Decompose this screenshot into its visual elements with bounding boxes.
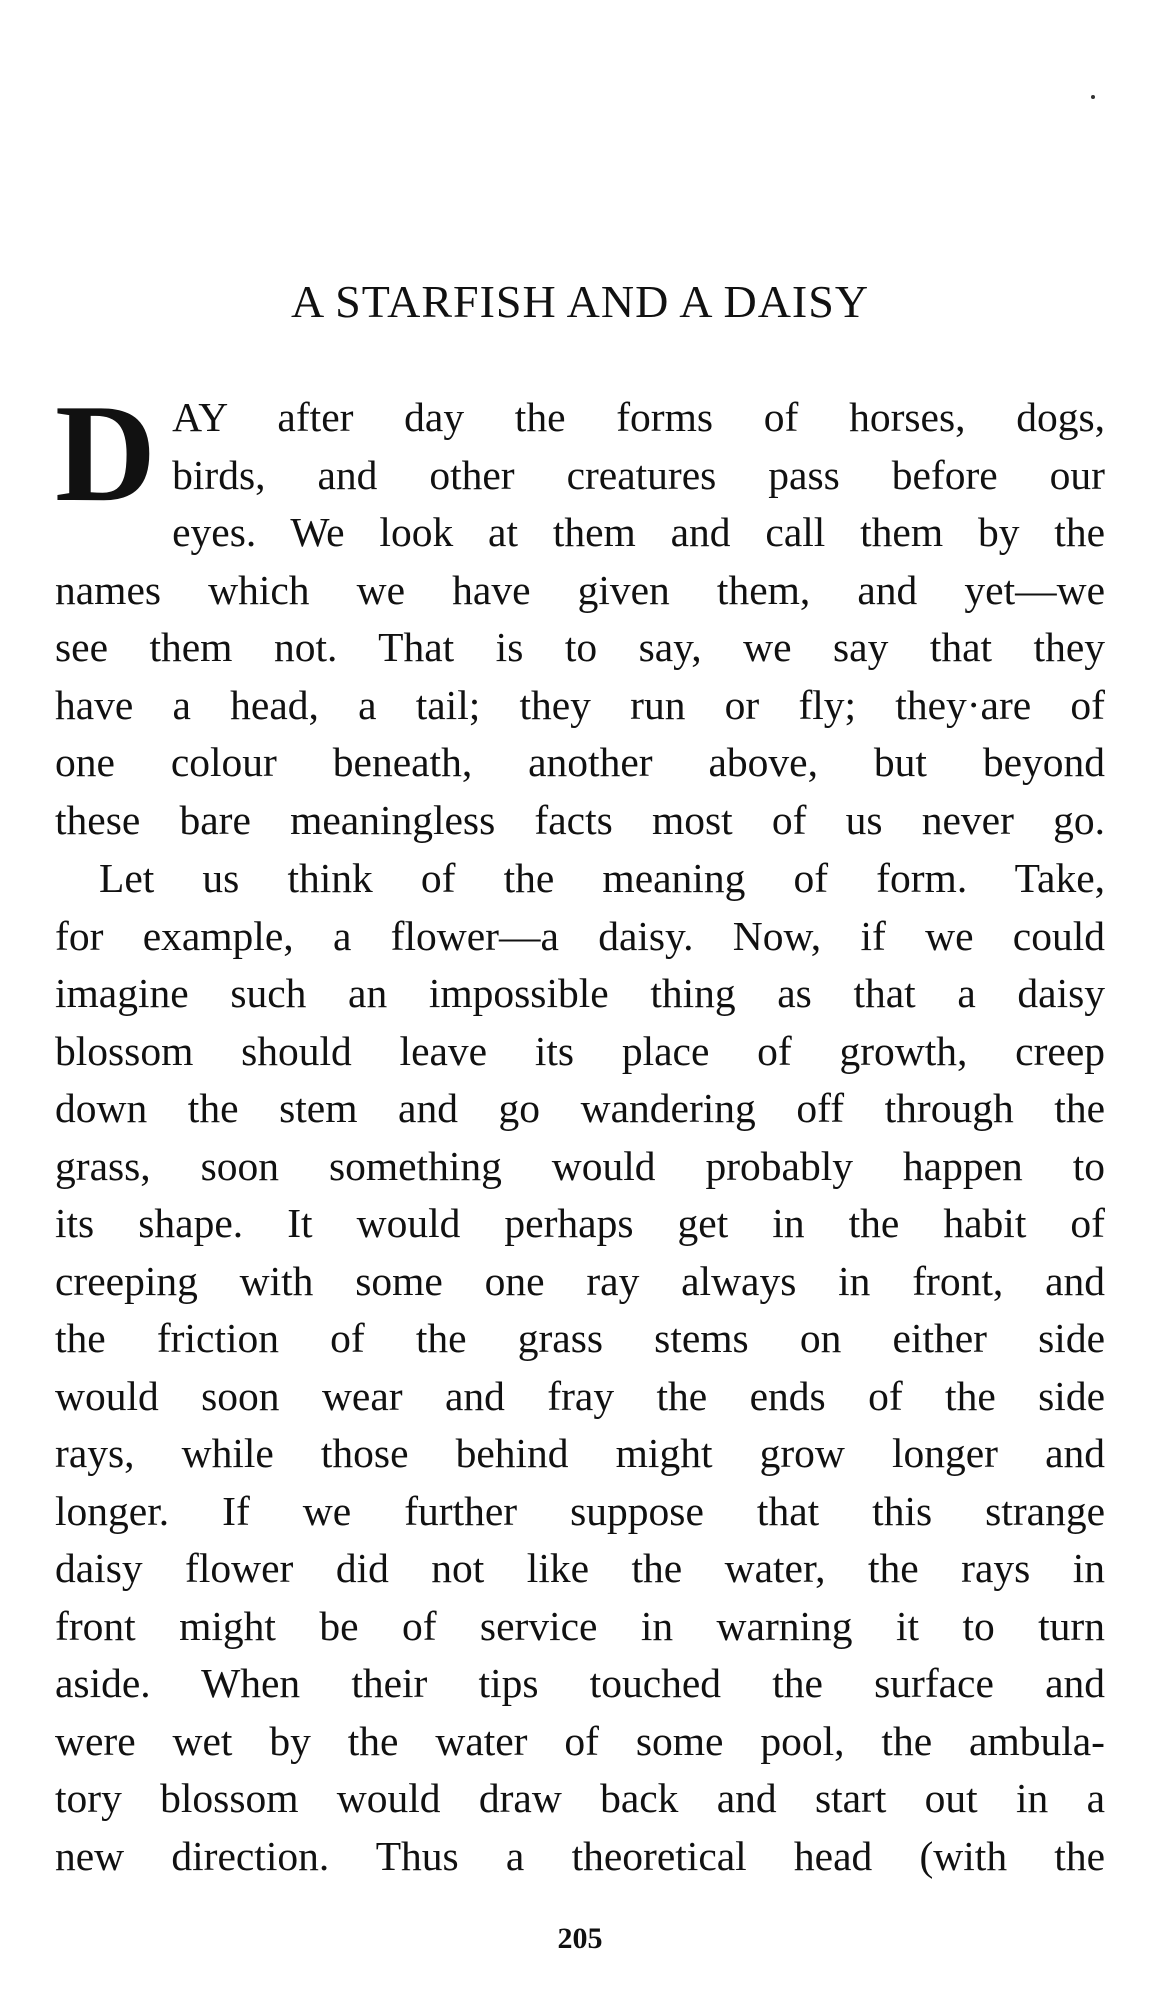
- text-line: names which we have given them, and yet—we: [55, 566, 1105, 613]
- text-line: down the stem and go wandering off through the: [55, 1085, 1105, 1131]
- text-line: grass, soon something would probably happen to: [55, 1142, 1105, 1189]
- text-line: creeping with some one ray always in front, and: [55, 1257, 1105, 1304]
- text-line: these bare meaningless facts most of us never go.: [55, 796, 1105, 843]
- text-line: tory blossom would draw back and start out in a: [55, 1775, 1105, 1821]
- text-line: have a head, a tail; they run or fly; they·are of: [55, 681, 1105, 728]
- paragraph-1: [55, 376, 1105, 849]
- text-line: rays, while those behind might grow longer and: [55, 1430, 1105, 1476]
- text-line: birds, and other creatures pass before our: [172, 451, 1105, 498]
- drop-cap: D: [55, 376, 157, 531]
- text-line: were wet by the water of some pool, the ambula-: [55, 1717, 1105, 1764]
- text-line: for example, a flower—a daisy. Now, if we could: [55, 912, 1105, 959]
- text-line: one colour beneath, another above, but beyond: [55, 739, 1105, 785]
- text-line: imagine such an impossible thing as that a daisy: [55, 970, 1105, 1016]
- paragraph-2: [55, 850, 1105, 1885]
- text-line: aside. When their tips touched the surface and: [55, 1660, 1105, 1706]
- text-line: see them not. That is to say, we say that they: [55, 624, 1105, 670]
- print-speck: [1091, 95, 1095, 99]
- chapter-title: A STARFISH AND A DAISY: [290, 276, 870, 327]
- text-line: longer. If we further suppose that this strange: [55, 1487, 1105, 1534]
- text-line: daisy flower did not like the water, the rays in: [55, 1545, 1105, 1591]
- text-line: front might be of service in warning it to turn: [55, 1602, 1105, 1649]
- text-line: eyes. We look at them and call them by the: [172, 509, 1105, 555]
- page-number: 205: [557, 1922, 603, 1955]
- text-line: its shape. It would perhaps get in the habit of: [55, 1200, 1105, 1246]
- text-line: Let us think of the meaning of form. Take,: [99, 855, 1105, 901]
- text-line: blossom should leave its place of growth, creep: [55, 1027, 1105, 1074]
- text-line: the friction of the grass stems on either side: [55, 1315, 1105, 1361]
- text-line: AY after day the forms of horses, dogs,: [172, 394, 1105, 440]
- text-line: new direction. Thus a theoretical head (with the: [55, 1832, 1105, 1879]
- text-line: would soon wear and fray the ends of the side: [55, 1372, 1105, 1419]
